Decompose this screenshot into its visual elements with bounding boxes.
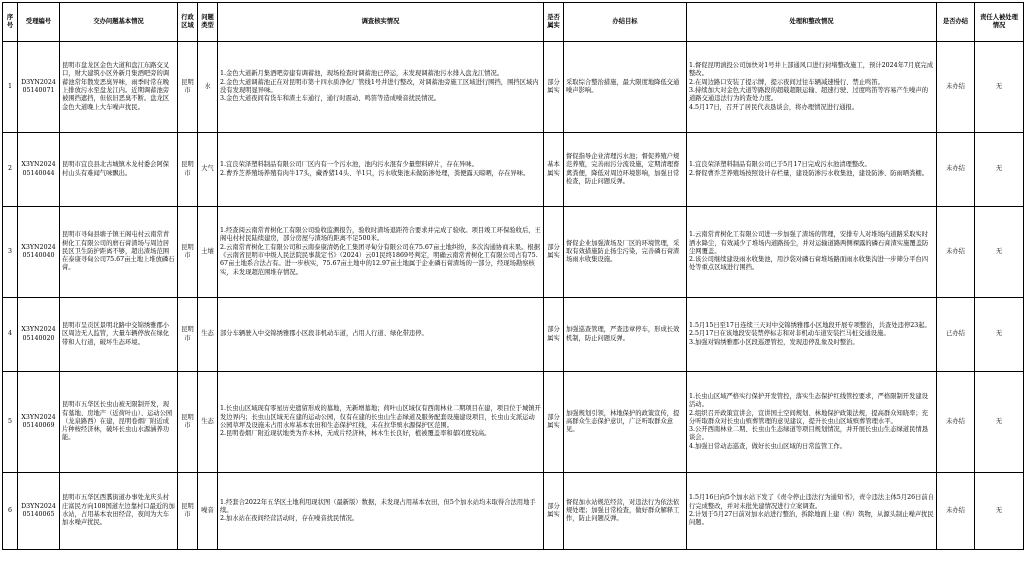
- rectification-paragraph: 2.该公司继续建设雨水收集池，用沙袋对磷石膏堆场路面雨水收集沟进一步筛分平台四处等重点区域进行围挡。: [689, 256, 928, 272]
- cell-investigation: [218, 42, 544, 133]
- rectification-paragraph: 1.5月16日向5个加水站下发了《责令停止违法行为通知书》，责令违法主体5月26日前自行完成整改，并对未批先建情况进行立案调查。: [689, 494, 934, 510]
- cell-goal: 督促加水站规范经营，对违法行为依法依规处理；加强日常检查，做好群众解释工作，防止问题反弹。: [564, 473, 687, 550]
- cell-punished: 无: [975, 207, 1024, 298]
- cell-done: 未办结: [937, 42, 975, 133]
- header-done: 是否办结: [937, 3, 975, 42]
- rectification-paragraph: 2.计划于5月27日前对加水站进行整治，拆除地面上建（构）筑物，从源头制止噪声扰民问题。: [689, 511, 934, 527]
- header-summary: 交办问题基本情况: [60, 3, 178, 42]
- header-rectification: 处理和整改情况: [687, 3, 937, 42]
- cell-summary: 昆明市盘龙区金色大道和盘江东路交叉口，财大建筑小区外新月集酒吧旁的调蓄池常年散发恶臭异味，雨季时常在晚上排放污水至盘龙江内。近期调蓄池旁被围挡遮挡，但依旧恶臭不断。盘龙区金色大道晚上大车噪声扰民。: [60, 42, 178, 133]
- investigation-paragraph: 1.金色大道新月集酒吧旁建有调蓄池，现场检查时调蓄池已停运，未发现调蓄池污水排入盘龙江情况。: [220, 70, 504, 78]
- cell-rectification: [687, 298, 937, 372]
- investigation-paragraph: 3.金色大道夜间有货车和渣土车通行，通行时震动、鸣笛等造成噪音扰民情况。: [220, 95, 441, 103]
- cell-goal: 督促指导企业清理污水池；督促养殖户规范养殖，完善雨污分流设施，定期清理畜禽粪便，降低对周边环境影响，加强日常检查，防止问题反弹。: [564, 133, 687, 207]
- cell-done: 未办结: [937, 207, 975, 298]
- cell-no: 3: [3, 207, 18, 298]
- cell-type: 生态: [198, 372, 218, 473]
- rectification-paragraph: 3.加强对锦绣雅郡小区段巡逻管控，发现违停乱象及时整治。: [689, 338, 859, 346]
- header-type: 问题类型: [198, 3, 218, 42]
- cell-summary: 昆明市呈贡区景明北路中交锦绣雅郡小区周边无人监管，大量车辆停放在绿化带和人行道，破坏生态环境。: [60, 298, 178, 372]
- cell-verified: 部分属实: [544, 298, 564, 372]
- rectification-paragraph: 1.长虫山区域严格实行保护开发管控，落实生态保护红线管控要求，严格限制开发建设活动。: [689, 392, 928, 409]
- cell-goal: 加强规划引领，林地保护的政策宣传，提高群众生态保护意识，广泛听取群众意见。: [564, 372, 687, 473]
- cell-punished: 无: [975, 372, 1024, 473]
- cell-verified: 部分属实: [544, 42, 564, 133]
- cell-verified: 部分属实: [544, 372, 564, 473]
- cell-done: 未办结: [937, 473, 975, 550]
- cell-summary: 昆明市五华区西翥街道办事处龙庆头村庄富民方向108国道左边靠村口最近的加水站，占用基本农田经营，夜间为大车加水噪声扰民。: [60, 473, 178, 550]
- rectification-paragraph: 2.在周边路口安装了提示牌，提示夜间过往车辆减速慢行、禁止鸣笛。: [689, 78, 884, 86]
- header-id: 受理编号: [18, 3, 60, 42]
- table-row: [3, 42, 1024, 133]
- cell-id: X3YN202405140040: [18, 207, 60, 298]
- rectification-paragraph: 4.加强日常动态巡查，做好长虫山区域的日常监管工作。: [689, 442, 847, 450]
- cell-punished: 无: [975, 133, 1024, 207]
- cell-rectification: [687, 133, 937, 207]
- cell-id: X3YN202405140044: [18, 133, 60, 207]
- table-row: [3, 372, 1024, 473]
- cell-region: 昆明市: [178, 207, 198, 298]
- cell-no: 1: [3, 42, 18, 133]
- rectification-paragraph: 3.公开西南林业二期、长虫山生态绿道等项目规划情况，并开展长虫山生态绿道民情恳谈会。: [689, 426, 928, 442]
- cell-investigation: [218, 207, 544, 298]
- cell-verified: 部分属实: [544, 473, 564, 550]
- cell-investigation: [218, 473, 544, 550]
- cell-verified: 基本属实: [544, 133, 564, 207]
- header-row: [3, 3, 1024, 42]
- investigation-paragraph: 2.曹乔芝养殖场养殖有肉牛17头，藏香猪14头、羊1只，污水收集池未做防渗处理，粪便露天晾晒，存在异味。: [220, 169, 530, 177]
- complaint-table: [2, 2, 1024, 550]
- cell-type: 水: [198, 42, 218, 133]
- cell-summary: 昆明市宜良县北古城镇木龙村委会阿保村山头有难闻气味飘出。: [60, 133, 178, 207]
- rectification-paragraph: 2.督促曹乔芝养殖场按照设计存栏量，建设防渗污水收集池，建设防渗、防雨晒粪棚。: [689, 169, 928, 177]
- cell-region: 昆明市: [178, 372, 198, 473]
- cell-id: D3YN202405140071: [18, 42, 60, 133]
- cell-punished: 无: [975, 473, 1024, 550]
- header-punished: 责任人被处理情况: [975, 3, 1024, 42]
- cell-rectification: [687, 207, 937, 298]
- cell-punished: 无: [975, 42, 1024, 133]
- cell-goal: 加强巡查管理，严查违章停车，形成长效机制，防止问题反弹。: [564, 298, 687, 372]
- header-verified: 是否属实: [544, 3, 564, 42]
- cell-goal: 督促企业加强渣场及厂区的环境管理，采取有效措施防止扬尘污染，完善磷石膏渣场雨水收集设施。: [564, 207, 687, 298]
- cell-done: 未办结: [937, 372, 975, 473]
- table-row: [3, 133, 1024, 207]
- cell-investigation: [218, 372, 544, 473]
- cell-region: 昆明市: [178, 42, 198, 133]
- rectification-paragraph: 2.5月17日在该地段安装禁停标志和对非机动车道安装拦马桩交通设施。: [689, 330, 890, 338]
- rectification-paragraph: 1.宜良荣泽塑料制品有限公司已于5月17日完成污水池清理整改。: [689, 161, 871, 169]
- table-row: [3, 473, 1024, 550]
- investigation-paragraph: 1.长虫山区域现有零星历史遗留形成的墓地，无新增墓地；荷叶山区域仅有西南林业二期项目在建，项目位于城镇开发边界内；长虫山区域无在建的运动公园，仅有在建的长虫山生态绿道及服务配套设施建设项目，长虫山支派运动公园草坪及设施未占用水库基本农田和生态保护红线，未在拉华殡水源保护区范围。: [220, 405, 541, 429]
- header-region: 行政区域: [178, 3, 198, 42]
- rectification-paragraph: 1.督促昆明滇投公司加快对1号井上部通风口进行封堵整改施工，预计2024年7月底完成整改。: [689, 62, 934, 78]
- investigation-paragraph: 2.金色大道调蓄池正在对昆明市第十四水质净化厂管线1号井进行整改，对调蓄池旁施工区域进行围挡，围挡区域内没有发现明显异味。: [220, 78, 539, 94]
- cell-id: D3YN202405140065: [18, 473, 60, 550]
- table-row: [3, 298, 1024, 372]
- cell-investigation: [218, 133, 544, 207]
- cell-verified: 部分属实: [544, 207, 564, 298]
- rectification-paragraph: 1.云南常青树化工有限公司进一步加强了渣场的管理，安排专人对堆场内道路采取实时洒水降尘，有效减少了堆场内道路扬尘，并对运输道路两侧裸露的磷石膏渣实施覆盖防尘网覆盖。: [689, 231, 929, 255]
- table-row: [3, 207, 1024, 298]
- header-investigation: 调查核实情况: [218, 3, 544, 42]
- cell-done: 已办结: [937, 298, 975, 372]
- cell-investigation: [218, 298, 544, 372]
- cell-region: 昆明市: [178, 298, 198, 372]
- cell-type: 生态: [198, 298, 218, 372]
- investigation-paragraph: 1.经查阅云南常青树化工有限公司验收监测报告，验收时渣场退距符合要求并完成了验收。项目竣工环保验收后，王阁屯村村民陆续建房，部分房屋与渣场的距离不足500米。: [220, 227, 541, 243]
- cell-done: 未办结: [937, 133, 975, 207]
- cell-no: 2: [3, 133, 18, 207]
- cell-no: 4: [3, 298, 18, 372]
- rectification-paragraph: 3.持续加大对金色大道等路段的超载超限运输、超速行驶、过度鸣笛等容易产生噪声的道路交通违法行为的查处力度。: [689, 87, 928, 103]
- cell-rectification: [687, 42, 937, 133]
- cell-rectification: [687, 372, 937, 473]
- header-no: 序号: [3, 3, 18, 42]
- cell-id: X3YN202405140069: [18, 372, 60, 473]
- cell-no: 6: [3, 473, 18, 550]
- investigation-paragraph: 2.加水站在夜间经营活动时，存在噪音扰民情况。: [220, 515, 359, 523]
- cell-summary: 昆明市寻甸县塘子镇王阁屯村云南常青树化工有限公司的磨石膏渣场与周边居民区卫生防护距离不够，超出渣场范围在泰康寻甸公司75.67亩土地上堆放磷石膏。: [60, 207, 178, 298]
- investigation-paragraph: 部分车辆驶入中交锦绣雅郡小区段非机动车道，占用人行道、绿化带违停。: [220, 330, 428, 338]
- cell-type: 大气: [198, 133, 218, 207]
- cell-region: 昆明市: [178, 473, 198, 550]
- cell-goal: 采取综合整治措施，最大限度地降低交通噪声影响。: [564, 42, 687, 133]
- header-goal: 办结目标: [564, 3, 687, 42]
- cell-id: X3YN202405140020: [18, 298, 60, 372]
- cell-type: 噪音: [198, 473, 218, 550]
- investigation-paragraph: 1.宜良荣泽塑料制品有限公司厂区内有一个污水池，池内污水混有少量塑料碎片，存在异味。: [220, 161, 478, 169]
- cell-summary: 昆明市五华区长虫山被无限制开发，现有墓地、房地产（近荷叶山）、运动公园（龙泉路西）在建，昆明卷烟厂附近成片种桉经济林，破坏长虫山水源涵养功能。: [60, 372, 178, 473]
- investigation-paragraph: 2.昆明卷烟厂附近现状地类为乔木林，无成片经济林，林木生长良好，植被覆盖率和郁闭度较高。: [220, 430, 491, 438]
- cell-rectification: [687, 473, 937, 550]
- cell-punished: 无: [975, 298, 1024, 372]
- cell-region: 昆明市: [178, 133, 198, 207]
- investigation-paragraph: 1.经套合2022年五华区土地利用现状图（最新版）数据，未发现占用基本农田，但5个加水站均未取得合法用地手续。: [220, 498, 536, 514]
- rectification-paragraph: 1.5月15日至17日连续三天对中交锦绣雅郡小区地段开展专项整治，共查处违停23起。: [689, 322, 931, 330]
- investigation-paragraph: 2.云南常青树化工有限公司和云南泰康清奶化工集团寻甸分有限公司在75.67亩土地纠纷，多次沟通协商未果。根据《云南省昆明市中级人民法院民事裁定书》（2024）云01民终1869号判定，明确云南常青树化工有限公司占有75.67亩土地系合法占有。进一步核实，75.67亩土地中的12.97亩土地属于企业磷石膏渣场的一部分，经现场勘察核实，未发现超范围堆存情况。: [220, 243, 540, 276]
- rectification-paragraph: 2.组织召开政策宣讲会，宣讲国土空间规划、林地保护政策法规，提高群众知晓率；充分听取群众对长虫山殡葬管理的意见建议，提升长虫山区域殡葬管理水平。: [689, 409, 928, 425]
- rectification-paragraph: 4.5月17日，召开了居民代表恳谈会，将办理情况进行通报。: [689, 103, 859, 111]
- cell-no: 5: [3, 372, 18, 473]
- cell-type: 土壤: [198, 207, 218, 298]
